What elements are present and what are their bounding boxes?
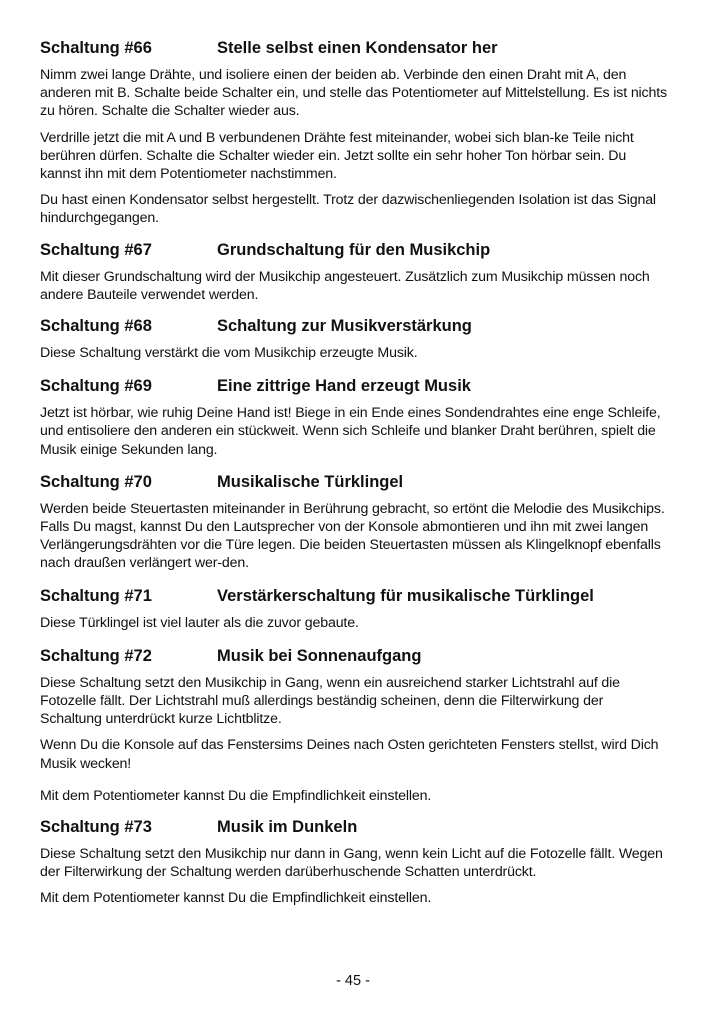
section-number: Schaltung #67: [40, 240, 152, 259]
section-title: Schaltung zur Musikverstärkung: [217, 317, 472, 336]
section-title: Stelle selbst einen Kondensator her: [217, 39, 498, 57]
paragraph: Jetzt ist hörbar, wie ruhig Deine Hand ist! Biege in ein Ende eines Sondendrahtes eine enge Schleife, und entisoliere den anderen ein stückweit. Wenn sich Schleife und blanker Draht berühren, spielt die Musik einige Sekunden lang.: [40, 405, 661, 458]
section-title: Musik bei Sonnenaufgang: [217, 646, 422, 665]
section-heading: [40, 817, 668, 837]
paragraph: Mit dieser Grundschaltung wird der Musikchip angesteuert. Zusätzlich zum Musikchip müssen noch andere Bauteile verwendet werden.: [40, 268, 650, 303]
section-schaltung-73: [40, 817, 668, 908]
section-schaltung-67: [40, 240, 668, 304]
paragraph: Verdrille jetzt die mit A und B verbundenen Drähte fest miteinander, wobei sich blan-ke Teile nicht berühren dürfen. Schalte die Schalter wieder ein. Jetzt sollte ein sehr hoher Ton hörbar sein. Du kannst ihn mit dem Potentiometer nachstimmen.: [40, 129, 634, 183]
section-schaltung-70: [40, 472, 668, 573]
paragraph: Du hast einen Kondensator selbst hergestellt. Trotz der dazwischenliegenden Isolation ist das Signal hindurchgegangen.: [40, 192, 656, 227]
section-schaltung-69: [40, 376, 668, 459]
page-number: - 45 -: [336, 973, 370, 989]
section-heading: [40, 646, 668, 666]
section-schaltung-72: [40, 646, 668, 805]
section-title: Musik im Dunkeln: [217, 818, 358, 837]
section-number: Schaltung #70: [40, 472, 152, 491]
section-number: Schaltung #69: [40, 377, 152, 396]
section-number: Schaltung #73: [40, 818, 152, 837]
section-heading: [40, 38, 668, 58]
section-number: Schaltung #71: [40, 586, 152, 605]
document-page: [40, 38, 668, 916]
section-schaltung-68: [40, 316, 668, 362]
section-heading: [40, 240, 668, 260]
section-schaltung-66: [40, 38, 668, 228]
section-title: Musikalische Türklingel: [217, 472, 404, 491]
section-title: Eine zittrige Hand erzeugt Musik: [217, 377, 471, 396]
paragraph: Diese Schaltung setzt den Musikchip nur dann in Gang, wenn kein Licht auf die Fotozelle fällt. Wegen der Filterwirkung der Schaltung werden darüberhuschende Schatten unterdrückt.: [40, 846, 663, 881]
section-schaltung-71: [40, 586, 668, 632]
paragraph: Diese Schaltung verstärkt die vom Musikchip erzeugte Musik.: [40, 345, 418, 362]
paragraph: Diese Schaltung setzt den Musikchip in Gang, wenn ein ausreichend starker Lichtstrahl auf die Fotozelle fällt. Der Lichtstrahl muß allerdings beständig scheinen, denn die Filterwirkung der Schaltung unterdrückt kurze Lichtblitze.: [40, 674, 620, 728]
paragraph: Nimm zwei lange Drähte, und isoliere einen der beiden ab. Verbinde den einen Draht mit A, den anderen mit B. Schalte beide Schalter ein, und stelle das Potentiometer auf Mittelstellung. Es ist nichts zu hören. Schalte die Schalter wieder aus.: [40, 67, 667, 120]
section-number: Schaltung #68: [40, 317, 152, 336]
section-heading: [40, 472, 668, 492]
paragraph: Wenn Du die Konsole auf das Fenstersims Deines nach Osten gerichteten Fensters stellst, wird Dich Musik wecken!: [40, 737, 659, 772]
paragraph: Werden beide Steuertasten miteinander in Berührung gebracht, so ertönt die Melodie des Musikchips. Falls Du magst, kannst Du den Lautsprecher von der Konsole abmontieren und ihn mit zwei langen Verlängerungsdrähten vor die Türe legen. Die beiden Steuertasten müssen als Klingelknopf ebenfalls nach draußen verlängert wer-den.: [40, 500, 665, 572]
section-number: Schaltung #66: [40, 39, 152, 57]
section-title: Verstärkerschaltung für musikalische Türklingel: [217, 586, 594, 605]
paragraph: Mit dem Potentiometer kannst Du die Empfindlichkeit einstellen.: [40, 890, 432, 907]
section-number: Schaltung #72: [40, 646, 152, 665]
section-heading: [40, 316, 668, 336]
section-heading: [40, 376, 668, 396]
section-title: Grundschaltung für den Musikchip: [217, 240, 491, 259]
section-heading: [40, 586, 668, 606]
paragraph: Diese Türklingel ist viel lauter als die zuvor gebaute.: [40, 614, 359, 631]
paragraph: Mit dem Potentiometer kannst Du die Empfindlichkeit einstellen.: [40, 787, 432, 804]
